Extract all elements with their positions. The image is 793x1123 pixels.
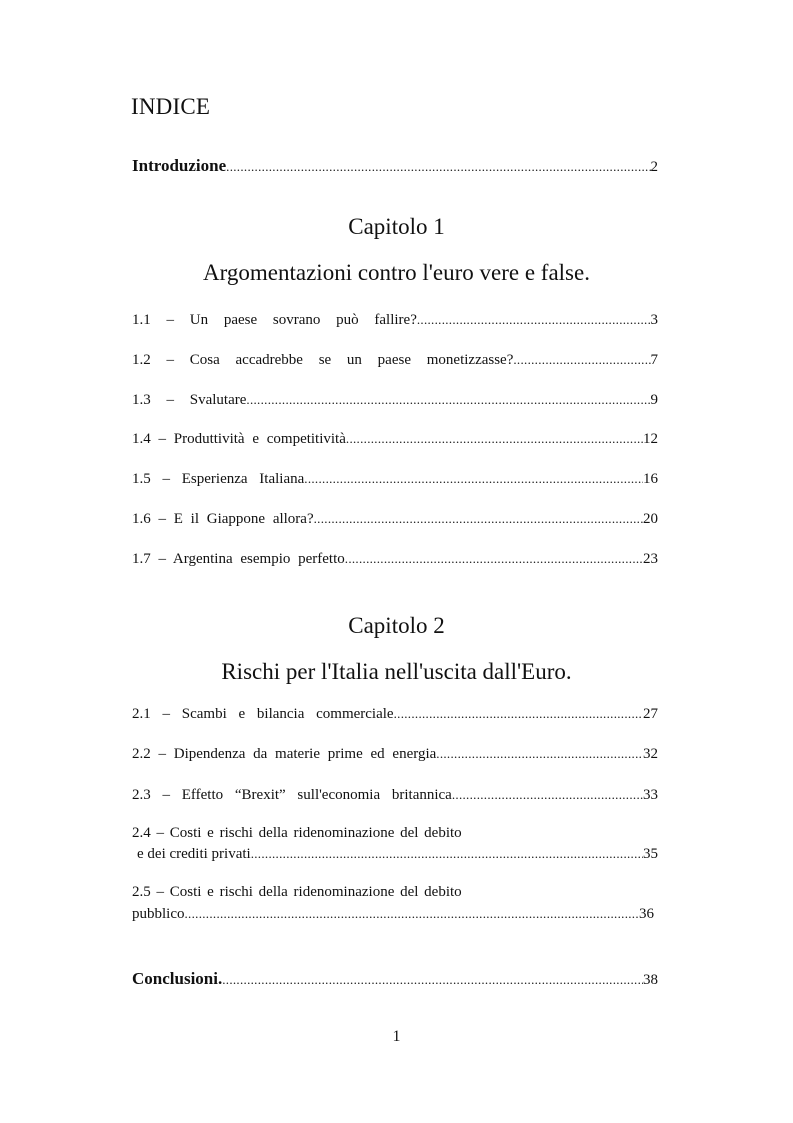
toc-entry-label: 1.2 – Cosa accadrebbe se un paese monetizzasse?: [132, 352, 514, 368]
toc-entry-page: 27: [643, 706, 658, 722]
toc-entry-page: 9: [650, 392, 658, 408]
toc-entry-label: pubblico: [132, 906, 185, 922]
toc-entry-1-2[interactable]: [132, 352, 658, 369]
dot-leader: [346, 431, 643, 447]
page-number: 1: [392, 1028, 401, 1045]
dot-leader: [246, 392, 650, 408]
toc-entry-label: 1.1 – Un paese sovrano può fallire?: [132, 312, 417, 328]
toc-entry-2-3[interactable]: [132, 787, 658, 804]
toc-entry-2-5[interactable]: [132, 906, 654, 923]
toc-entry-label: Introduzione: [132, 156, 227, 175]
toc-entry-page: 3: [650, 312, 658, 328]
toc-entry-label: e dei crediti privati: [137, 846, 251, 862]
toc-entry-label: 1.5 – Esperienza Italiana: [132, 471, 305, 487]
dot-leader: [394, 706, 643, 722]
toc-entry-label: 2.2 – Dipendenza da materie prime ed energia: [132, 746, 437, 762]
toc-entry-label: 1.3 – Svalutare: [132, 392, 247, 408]
dot-leader: [452, 787, 643, 803]
page-title: INDICE: [131, 94, 211, 119]
chapter-1-title: Argomentazioni contro l'euro vere e false.: [203, 260, 590, 285]
toc-entry-page: 35: [643, 846, 658, 862]
toc-entry-page: 23: [643, 551, 658, 567]
toc-entry-label: 1.7 – Argentina esempio perfetto: [132, 551, 345, 567]
toc-entry-page: 38: [643, 972, 658, 988]
dot-leader: [417, 312, 651, 328]
toc-entry-1-1[interactable]: [132, 312, 658, 329]
toc-entry-2-1[interactable]: [132, 706, 658, 723]
toc-entry-page: 36: [639, 906, 654, 922]
toc-entry-page: 20: [643, 511, 658, 527]
toc-entry-label: 2.3 – Effetto “Brexit” sull'economia britannica: [132, 787, 452, 803]
toc-entry-introduzione[interactable]: [132, 156, 658, 176]
dot-leader: [345, 551, 643, 567]
toc-entry-page: 12: [643, 431, 658, 447]
toc-entry-label: Conclusioni.: [132, 969, 223, 988]
toc-entry-label: 2.1 – Scambi e bilancia commerciale: [132, 706, 394, 722]
dot-leader: [436, 746, 643, 762]
toc-entry-page: 16: [643, 471, 658, 487]
toc-entry-conclusioni[interactable]: [132, 969, 658, 989]
toc-entry-1-3[interactable]: [132, 392, 658, 409]
toc-entry-1-5[interactable]: [132, 471, 658, 488]
toc-entry-page: 32: [643, 746, 658, 762]
dot-leader: [251, 846, 643, 862]
dot-leader: [304, 471, 643, 487]
dot-leader: [314, 511, 643, 527]
toc-entry-1-7[interactable]: [132, 551, 658, 568]
dot-leader: [185, 906, 640, 922]
toc-entry-2-5-line1[interactable]: 2.5 – Costi e rischi della ridenominazione del debito: [132, 884, 462, 900]
toc-entry-1-4[interactable]: [132, 431, 658, 448]
toc-entry-label: 1.4 – Produttività e competitività: [132, 431, 346, 447]
toc-entry-label: 1.6 – E il Giappone allora?: [132, 511, 314, 527]
toc-entry-2-4-line1[interactable]: 2.4 – Costi e rischi della ridenominazione del debito: [132, 825, 462, 841]
chapter-2-number: Capitolo 2: [348, 613, 445, 638]
toc-entry-page: 7: [650, 352, 658, 368]
toc-entry-1-6[interactable]: [132, 511, 658, 528]
toc-entry-2-4[interactable]: [132, 846, 658, 863]
chapter-2-title: Rischi per l'Italia nell'uscita dall'Euro.: [221, 659, 572, 684]
toc-entry-2-2[interactable]: [132, 746, 658, 763]
dot-leader: [226, 159, 650, 175]
toc-entry-page: 33: [643, 787, 658, 803]
dot-leader: [222, 972, 643, 988]
chapter-1-number: Capitolo 1: [348, 214, 445, 239]
toc-entry-page: 2: [650, 159, 658, 175]
dot-leader: [513, 352, 650, 368]
